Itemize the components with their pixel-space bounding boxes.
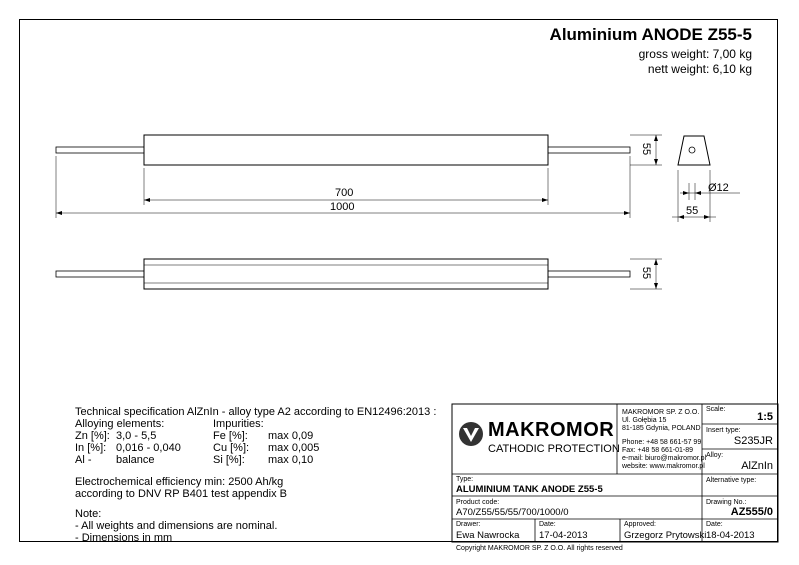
dim-height-top: 55 — [640, 142, 653, 156]
alloy-in-value: 0,016 - 0,040 — [116, 442, 181, 454]
anode-body-top — [144, 135, 548, 165]
rod-right-side — [548, 271, 630, 277]
dim-1000: 1000 — [330, 201, 355, 213]
gross-weight: gross weight: 7,00 kg — [638, 47, 752, 61]
address-line: 81-185 Gdynia, POLAND — [622, 425, 701, 432]
company-subtitle: CATHODIC PROTECTION — [488, 443, 620, 455]
approver-name: Grzegorz Prytowski — [624, 530, 707, 541]
drawing-no-label: Drawing No.: — [706, 499, 747, 506]
cross-section — [678, 136, 710, 165]
date-label: Date: — [706, 521, 723, 528]
type-value: ALUMINIUM TANK ANODE Z55-5 — [456, 484, 603, 495]
product-code-label: Product code: — [456, 499, 500, 506]
address-line: e-mail: biuro@makromor.pl — [622, 455, 707, 462]
drawing-title: Aluminium ANODE Z55-5 — [549, 25, 752, 44]
product-code: A70/Z55/55/55/700/1000/0 — [456, 507, 569, 518]
scale-value: 1:5 — [757, 411, 773, 423]
nett-weight: nett weight: 6,10 kg — [647, 62, 752, 76]
imp-fe-value: max 0,09 — [268, 430, 314, 442]
makromor-logo-icon — [459, 422, 483, 446]
copyright: Copyright MAKROMOR SP. Z O.O. All rights reserved — [456, 545, 623, 552]
note-item: - All weights and dimensions are nominal. — [75, 520, 278, 532]
approved-label: Approved: — [624, 521, 656, 528]
impurities-heading: Impurities: — [213, 418, 264, 430]
address-line: Fax: +48 58 661-01-89 — [622, 447, 694, 454]
alloy-heading: Alloying elements: — [75, 418, 165, 430]
alloy-zn-value: 3,0 - 5,5 — [116, 430, 157, 442]
drawing-no: AZ555/0 — [730, 506, 773, 518]
dim-section-width: 55 — [686, 205, 699, 217]
efficiency: Electrochemical efficiency min: 2500 Ah/kg — [75, 476, 284, 488]
imp-cu-label: Cu [%]: — [213, 442, 250, 454]
dim-700: 700 — [335, 187, 354, 199]
scale-label: Scale: — [706, 406, 726, 413]
approved-date: 18-04-2013 — [706, 530, 755, 541]
anode-body-side — [144, 259, 548, 289]
rod-left-top — [56, 147, 144, 153]
insert-label: Insert type: — [706, 427, 741, 434]
company-name: MAKROMOR — [488, 419, 615, 441]
rod-left-side — [56, 271, 144, 277]
imp-si-value: max 0,10 — [268, 454, 314, 466]
rod-hole — [689, 147, 695, 153]
imp-cu-value: max 0,005 — [268, 442, 320, 454]
alloy-label: Alloy: — [706, 452, 724, 459]
address-line: Ul. Gołębia 15 — [622, 417, 667, 424]
imp-fe-label: Fe [%]: — [213, 430, 248, 442]
address-line: MAKROMOR SP. Z O.O. — [622, 409, 700, 416]
drawn-date: 17-04-2013 — [539, 530, 588, 541]
date-label: Date: — [539, 521, 556, 528]
drawer-label: Drawer: — [456, 521, 481, 528]
type-label: Type: — [456, 476, 474, 483]
address-line: website: www.makromor.pl — [622, 463, 705, 470]
alloy-zn-label: Zn [%]: — [75, 430, 110, 442]
dim-height-bottom: 55 — [640, 266, 653, 280]
rod-right-top — [548, 147, 630, 153]
alloy-in-label: In [%]: — [75, 442, 107, 454]
alloy-value: AlZnIn — [741, 460, 773, 472]
efficiency-standard: according to DNV RP B401 test appendix B — [75, 488, 287, 500]
drawer-name: Ewa Nawrocka — [456, 530, 520, 541]
alt-type-label: Alternative type: — [706, 477, 757, 484]
address-line: Phone: +48 58 661-57 99 — [622, 439, 702, 446]
dim-rod-diameter: Ø12 — [708, 182, 729, 194]
alloy-al-value: balance — [116, 454, 155, 466]
note-heading: Note: — [75, 508, 102, 520]
imp-si-label: Si [%]: — [213, 454, 245, 466]
note-item: - Dimensions in mm — [75, 532, 173, 544]
dimension-arrows — [56, 135, 710, 289]
spec-heading: Technical specification AlZnIn - alloy type A2 according to EN12496:2013 : — [75, 406, 437, 418]
insert-value: S235JR — [733, 435, 773, 447]
alloy-al-label: Al - — [75, 454, 92, 466]
